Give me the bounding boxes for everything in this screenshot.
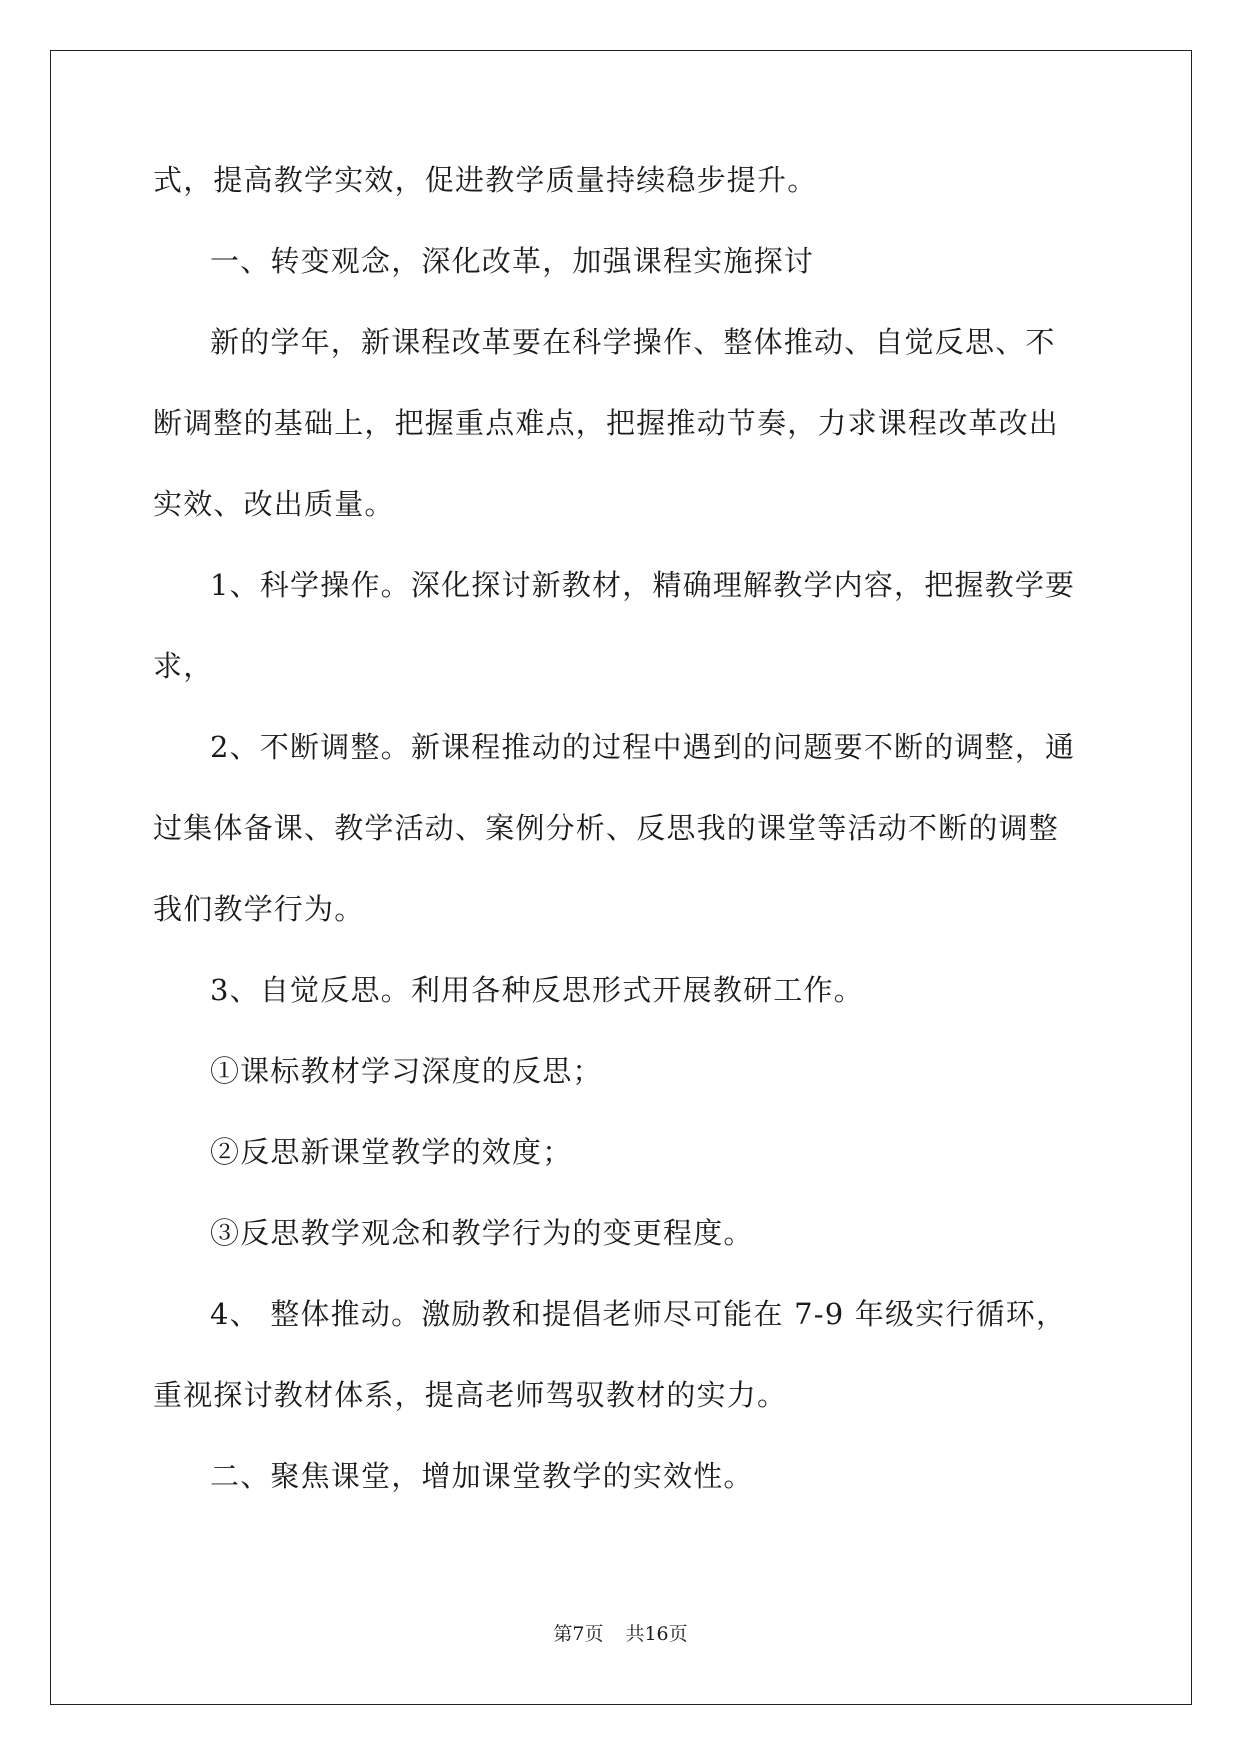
list-item-line: 求， [153,649,214,683]
list-item-line: 过集体备课、教学活动、案例分析、反思我的课堂等活动不断的调整 [153,811,1060,845]
list-item-line: 2、不断调整。新课程推动的过程中遇到的问题要不断的调整，通 [210,730,1076,764]
text-line: 式，提高教学实效，促进教学质量持续稳步提升。 [153,163,818,197]
list-item-line: 1、科学操作。深化探讨新教材，精确理解教学内容，把握教学要 [210,568,1076,602]
list-item-line: 重视探讨教材体系，提高老师驾驭教材的实力。 [153,1378,788,1412]
list-item-line: 3、自觉反思。利用各种反思形式开展教研工作。 [210,973,864,1007]
paragraph-line: 新的学年，新课程改革要在科学操作、整体推动、自觉反思、不 [210,325,1056,359]
sub-item-line: ①课标教材学习深度的反思； [210,1054,603,1088]
page-number: 第7页 [553,1623,604,1645]
list-item-line: 我们教学行为。 [153,892,365,926]
section-heading: 二、聚焦课堂，增加课堂教学的实效性。 [210,1459,754,1493]
page-total: 共16页 [625,1623,688,1645]
sub-item-line: ②反思新课堂教学的效度； [210,1135,573,1169]
paragraph-line: 断调整的基础上，把握重点难点，把握推动节奏，力求课程改革改出 [153,406,1060,440]
list-item-line: 4、 整体推动。激励教和提倡老师尽可能在 7-9 年级实行循环， [210,1297,1067,1331]
page-footer [0,1622,1241,1646]
paragraph-line: 实效、改出质量。 [153,487,395,521]
section-heading: 一、转变观念，深化改革，加强课程实施探讨 [210,244,815,278]
sub-item-line: ③反思教学观念和教学行为的变更程度。 [210,1216,754,1250]
